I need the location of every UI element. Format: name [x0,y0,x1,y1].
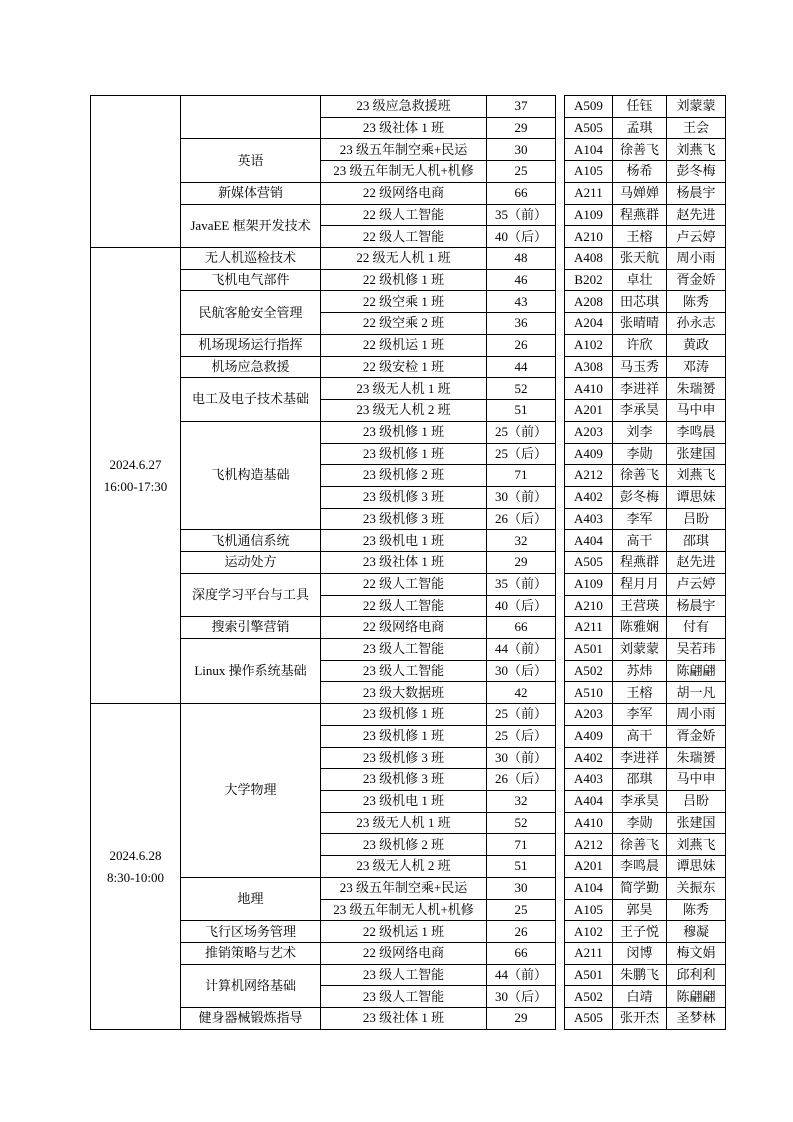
invigilator2-cell: 胥金娇 [667,269,726,291]
subject-cell: 电工及电子技术基础 [181,378,321,421]
exam-row-right [565,443,726,465]
invigilator2-cell: 刘燕飞 [667,465,726,487]
room-cell: A105 [565,161,613,183]
room-cell: A105 [565,899,613,921]
student-count-cell: 25 [487,899,556,921]
invigilator1-cell: 程燕群 [613,552,667,574]
invigilator2-cell: 谭思妹 [667,486,726,508]
invigilator2-cell: 刘燕飞 [667,834,726,856]
student-count-cell: 32 [487,530,556,552]
room-cell: A505 [565,117,613,139]
class-cell: 22 级空乘 2 班 [321,313,487,335]
invigilator2-cell: 马中申 [667,400,726,422]
subject-cell: 民航客舱安全管理 [181,291,321,334]
student-count-cell: 66 [487,943,556,965]
exam-row-right [565,682,726,704]
class-cell: 23 级大数据班 [321,682,487,704]
exam-row-right [565,486,726,508]
exam-time: 8:30-10:00 [106,869,165,885]
subject-cell: 运动处方 [181,552,321,574]
subject-cell: 健身器械锻炼指导 [181,1008,321,1030]
exam-row-right [565,117,726,139]
invigilator1-cell: 程月月 [613,573,667,595]
exam-row [91,96,556,118]
invigilator1-cell: 许欣 [613,334,667,356]
student-count-cell: 44 [487,356,556,378]
invigilator1-cell: 李进祥 [613,378,667,400]
invigilator1-cell: 李勋 [613,443,667,465]
invigilator1-cell: 苏炜 [613,660,667,682]
invigilator2-cell: 吕盼 [667,791,726,813]
exam-schedule-table-left [90,95,556,1030]
invigilator1-cell: 张晴晴 [613,313,667,335]
student-count-cell: 30（后） [487,660,556,682]
exam-row-right [565,204,726,226]
exam-row-right [565,660,726,682]
student-count-cell: 52 [487,378,556,400]
invigilator2-cell: 彭冬梅 [667,161,726,183]
class-cell: 23 级机修 3 班 [321,769,487,791]
student-count-cell: 29 [487,1008,556,1030]
invigilator2-cell: 陈翩翩 [667,660,726,682]
class-cell: 23 级机电 1 班 [321,530,487,552]
class-cell: 23 级机修 3 班 [321,486,487,508]
exam-row-right [565,877,726,899]
class-cell: 22 级网络电商 [321,182,487,204]
invigilator2-cell: 陈秀 [667,291,726,313]
invigilator1-cell: 李勋 [613,812,667,834]
exam-row-right [565,769,726,791]
invigilator2-cell: 刘蒙蒙 [667,96,726,118]
invigilator2-cell: 胥金娇 [667,725,726,747]
invigilator2-cell: 邱利利 [667,964,726,986]
invigilator1-cell: 邵琪 [613,769,667,791]
subject-cell: 飞机电气部件 [181,269,321,291]
exam-row-right [565,1008,726,1030]
room-cell: A210 [565,595,613,617]
class-cell: 22 级人工智能 [321,595,487,617]
invigilator1-cell: 田芯琪 [613,291,667,313]
class-cell: 23 级五年制无人机+机修 [321,161,487,183]
student-count-cell: 66 [487,182,556,204]
invigilator1-cell: 徐善飞 [613,834,667,856]
student-count-cell: 40（后） [487,226,556,248]
room-cell: A203 [565,704,613,726]
invigilator2-cell: 吴若玮 [667,638,726,660]
invigilator1-cell: 简学勤 [613,877,667,899]
invigilator2-cell: 赵先进 [667,552,726,574]
student-count-cell: 29 [487,552,556,574]
class-cell: 23 级社体 1 班 [321,552,487,574]
student-count-cell: 66 [487,617,556,639]
room-cell: A502 [565,986,613,1008]
invigilator1-cell: 白靖 [613,986,667,1008]
class-cell: 22 级网络电商 [321,943,487,965]
invigilator2-cell: 邓涛 [667,356,726,378]
class-cell: 23 级机修 3 班 [321,508,487,530]
invigilator1-cell: 朱鹏飞 [613,964,667,986]
student-count-cell: 43 [487,291,556,313]
subject-cell: 飞机构造基础 [181,421,321,530]
invigilator1-cell: 陈雅娴 [613,617,667,639]
room-cell: A104 [565,877,613,899]
invigilator1-cell: 任钰 [613,96,667,118]
invigilator1-cell: 王营瑛 [613,595,667,617]
invigilator2-cell: 吕盼 [667,508,726,530]
exam-time: 16:00-17:30 [103,478,168,494]
subject-cell: 飞机通信系统 [181,530,321,552]
invigilator2-cell: 卢云婷 [667,226,726,248]
student-count-cell: 26 [487,334,556,356]
invigilator2-cell: 卢云婷 [667,573,726,595]
student-count-cell: 44（前） [487,964,556,986]
student-count-cell: 30（前） [487,486,556,508]
room-cell: A102 [565,334,613,356]
room-cell: A510 [565,682,613,704]
left-table-body [91,96,556,1030]
exam-row-right [565,812,726,834]
student-count-cell: 29 [487,117,556,139]
room-cell: A505 [565,1008,613,1030]
room-cell: A109 [565,573,613,595]
student-count-cell: 37 [487,96,556,118]
exam-row [91,248,556,270]
invigilator1-cell: 徐善飞 [613,139,667,161]
class-cell: 23 级无人机 1 班 [321,812,487,834]
class-cell: 23 级机修 1 班 [321,421,487,443]
exam-row-right [565,834,726,856]
date-cell [91,704,181,1030]
exam-row-right [565,791,726,813]
exam-row-right [565,573,726,595]
invigilator2-cell: 杨晨宇 [667,182,726,204]
subject-cell: 英语 [181,139,321,182]
exam-row-right [565,182,726,204]
student-count-cell: 26 [487,921,556,943]
exam-row-right [565,530,726,552]
class-cell: 23 级人工智能 [321,660,487,682]
room-cell: A403 [565,508,613,530]
room-cell: A410 [565,378,613,400]
student-count-cell: 52 [487,812,556,834]
invigilator2-cell: 周小雨 [667,704,726,726]
room-cell: A211 [565,943,613,965]
invigilator1-cell: 孟琪 [613,117,667,139]
class-cell: 23 级五年制空乘+民运 [321,877,487,899]
class-cell: 22 级网络电商 [321,617,487,639]
invigilator2-cell: 黄政 [667,334,726,356]
room-cell: A501 [565,964,613,986]
room-cell: A203 [565,421,613,443]
invigilator2-cell: 陈翩翩 [667,986,726,1008]
room-cell: A502 [565,660,613,682]
date-cell [91,248,181,704]
invigilator1-cell: 徐善飞 [613,465,667,487]
class-cell: 23 级人工智能 [321,638,487,660]
exam-row-right [565,595,726,617]
student-count-cell: 32 [487,791,556,813]
class-cell: 23 级机修 1 班 [321,704,487,726]
exam-row-right [565,617,726,639]
class-cell: 22 级无人机 1 班 [321,248,487,270]
class-cell: 23 级无人机 2 班 [321,856,487,878]
invigilator1-cell: 高干 [613,530,667,552]
class-cell: 23 级无人机 2 班 [321,400,487,422]
room-cell: A308 [565,356,613,378]
class-cell: 23 级无人机 1 班 [321,378,487,400]
invigilator1-cell: 李军 [613,508,667,530]
exam-row-right [565,291,726,313]
date-cell [91,96,181,248]
invigilator1-cell: 李进祥 [613,747,667,769]
invigilator1-cell: 马玉秀 [613,356,667,378]
invigilator2-cell: 马中申 [667,769,726,791]
exam-row-right [565,248,726,270]
class-cell: 23 级人工智能 [321,986,487,1008]
student-count-cell: 30（前） [487,747,556,769]
invigilator2-cell: 张建国 [667,443,726,465]
invigilator2-cell: 朱瑞赟 [667,747,726,769]
student-count-cell: 35（前） [487,573,556,595]
exam-row-right [565,508,726,530]
exam-row-right [565,378,726,400]
student-count-cell: 36 [487,313,556,335]
student-count-cell: 30 [487,139,556,161]
room-cell: B202 [565,269,613,291]
student-count-cell: 44（前） [487,638,556,660]
invigilator1-cell: 闵博 [613,943,667,965]
invigilator1-cell: 马婵婵 [613,182,667,204]
subject-cell: 机场现场运行指挥 [181,334,321,356]
room-cell: A104 [565,139,613,161]
invigilator1-cell: 程燕群 [613,204,667,226]
invigilator2-cell: 梅文娟 [667,943,726,965]
room-cell: A402 [565,486,613,508]
room-cell: A409 [565,725,613,747]
subject-cell: Linux 操作系统基础 [181,638,321,703]
room-cell: A509 [565,96,613,118]
room-cell: A402 [565,747,613,769]
exam-row-right [565,747,726,769]
class-cell: 23 级机电 1 班 [321,791,487,813]
student-count-cell: 25（前） [487,704,556,726]
subject-cell [181,96,321,139]
invigilator2-cell: 谭思妹 [667,856,726,878]
student-count-cell: 46 [487,269,556,291]
exam-row-right [565,921,726,943]
invigilator2-cell: 陈秀 [667,899,726,921]
class-cell: 23 级机修 3 班 [321,747,487,769]
class-cell: 22 级人工智能 [321,226,487,248]
class-cell: 23 级机修 2 班 [321,465,487,487]
student-count-cell: 25（前） [487,421,556,443]
invigilator1-cell: 高干 [613,725,667,747]
room-cell: A404 [565,530,613,552]
exam-row-right [565,856,726,878]
class-cell: 22 级机修 1 班 [321,269,487,291]
room-cell: A201 [565,856,613,878]
invigilator2-cell: 张建国 [667,812,726,834]
student-count-cell: 71 [487,465,556,487]
subject-cell: 地理 [181,877,321,920]
exam-schedule-table-right [564,95,726,1030]
subject-cell: 机场应急救援 [181,356,321,378]
subject-cell: 搜索引擎营销 [181,617,321,639]
student-count-cell: 40（后） [487,595,556,617]
student-count-cell: 25（后） [487,443,556,465]
exam-row-right [565,638,726,660]
student-count-cell: 35（前） [487,204,556,226]
exam-row-right [565,421,726,443]
room-cell: A210 [565,226,613,248]
invigilator1-cell: 李承昊 [613,791,667,813]
class-cell: 23 级机修 2 班 [321,834,487,856]
class-cell: 23 级应急救援班 [321,96,487,118]
student-count-cell: 25（后） [487,725,556,747]
room-cell: A212 [565,834,613,856]
class-cell: 22 级人工智能 [321,573,487,595]
invigilator1-cell: 王榕 [613,682,667,704]
invigilator1-cell: 张天航 [613,248,667,270]
right-table-body [565,96,726,1030]
invigilator2-cell: 杨晨宇 [667,595,726,617]
invigilator2-cell: 刘燕飞 [667,139,726,161]
subject-cell: 新媒体营销 [181,182,321,204]
invigilator2-cell: 胡一凡 [667,682,726,704]
exam-row-right [565,161,726,183]
room-cell: A109 [565,204,613,226]
room-cell: A212 [565,465,613,487]
room-cell: A408 [565,248,613,270]
class-cell: 23 级五年制无人机+机修 [321,899,487,921]
invigilator2-cell: 赵先进 [667,204,726,226]
student-count-cell: 26（后） [487,769,556,791]
room-cell: A403 [565,769,613,791]
exam-row-right [565,552,726,574]
class-cell: 23 级五年制空乘+民运 [321,139,487,161]
invigilator2-cell: 孙永志 [667,313,726,335]
invigilator2-cell: 付有 [667,617,726,639]
exam-date: 2024.6.28 [109,847,162,863]
room-cell: A211 [565,182,613,204]
room-cell: A208 [565,291,613,313]
invigilator1-cell: 李承昊 [613,400,667,422]
room-cell: A102 [565,921,613,943]
exam-row-right [565,96,726,118]
invigilator2-cell: 朱瑞赟 [667,378,726,400]
invigilator2-cell: 穆凝 [667,921,726,943]
exam-row-right [565,334,726,356]
subject-cell: 深度学习平台与工具 [181,573,321,616]
room-cell: A201 [565,400,613,422]
room-cell: A204 [565,313,613,335]
class-cell: 22 级机运 1 班 [321,921,487,943]
student-count-cell: 25 [487,161,556,183]
invigilator1-cell: 李鸣晨 [613,856,667,878]
invigilator1-cell: 刘蒙蒙 [613,638,667,660]
exam-row [91,704,556,726]
student-count-cell: 51 [487,856,556,878]
invigilator2-cell: 周小雨 [667,248,726,270]
exam-date: 2024.6.27 [109,456,162,472]
student-count-cell: 30 [487,877,556,899]
subject-cell: 推销策略与艺术 [181,943,321,965]
exam-row-right [565,704,726,726]
invigilator2-cell: 邵琪 [667,530,726,552]
exam-row-right [565,139,726,161]
invigilator1-cell: 刘李 [613,421,667,443]
room-cell: A404 [565,791,613,813]
invigilator1-cell: 郭昊 [613,899,667,921]
invigilator1-cell: 张开杰 [613,1008,667,1030]
room-cell: A409 [565,443,613,465]
exam-row-right [565,986,726,1008]
student-count-cell: 51 [487,400,556,422]
student-count-cell: 71 [487,834,556,856]
invigilator2-cell: 王会 [667,117,726,139]
exam-row-right [565,356,726,378]
invigilator2-cell: 关振东 [667,877,726,899]
subject-cell: 飞行区场务管理 [181,921,321,943]
class-cell: 23 级社体 1 班 [321,117,487,139]
class-cell: 22 级人工智能 [321,204,487,226]
exam-row-right [565,226,726,248]
room-cell: A501 [565,638,613,660]
class-cell: 22 级安检 1 班 [321,356,487,378]
class-cell: 23 级社体 1 班 [321,1008,487,1030]
exam-row-right [565,269,726,291]
room-cell: A211 [565,617,613,639]
invigilator1-cell: 王子悦 [613,921,667,943]
student-count-cell: 30（后） [487,986,556,1008]
exam-row-right [565,899,726,921]
invigilator1-cell: 王榕 [613,226,667,248]
exam-row-right [565,465,726,487]
exam-row-right [565,313,726,335]
invigilator1-cell: 卓壮 [613,269,667,291]
class-cell: 22 级空乘 1 班 [321,291,487,313]
student-count-cell: 26（后） [487,508,556,530]
class-cell: 23 级机修 1 班 [321,443,487,465]
class-cell: 22 级机运 1 班 [321,334,487,356]
subject-cell: 计算机网络基础 [181,964,321,1007]
invigilator1-cell: 李军 [613,704,667,726]
invigilator2-cell: 圣梦林 [667,1008,726,1030]
room-cell: A410 [565,812,613,834]
student-count-cell: 42 [487,682,556,704]
subject-cell: 无人机巡检技术 [181,248,321,270]
exam-row-right [565,725,726,747]
class-cell: 23 级机修 1 班 [321,725,487,747]
class-cell: 23 级人工智能 [321,964,487,986]
subject-cell: 大学物理 [181,704,321,878]
student-count-cell: 48 [487,248,556,270]
exam-row-right [565,943,726,965]
exam-row-right [565,400,726,422]
subject-cell: JavaEE 框架开发技术 [181,204,321,247]
room-cell: A505 [565,552,613,574]
invigilator1-cell: 杨希 [613,161,667,183]
invigilator2-cell: 李鸣晨 [667,421,726,443]
invigilator1-cell: 彭冬梅 [613,486,667,508]
exam-row-right [565,964,726,986]
